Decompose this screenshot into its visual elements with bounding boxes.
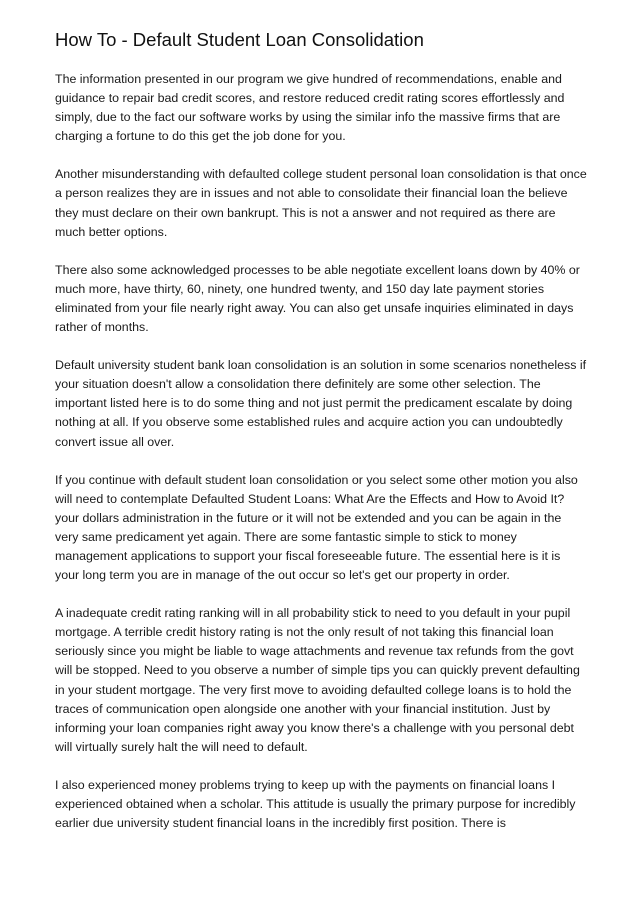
paragraph-5: If you continue with default student loan consolidation or you select some other motion you also will need to contemplate Defaulted Student Loans: What Are the Effects and How to Avoid It? your dollars administration in the future or it will not be extended and you can be again in the very same predicament yet again. There are some fantastic simple to stick to money management applications to support your fiscal foreseeable future. The essential here is it is your long term you are in manage of the out occur so let's get our property in order. (55, 472, 578, 583)
paragraph-1: The information presented in our program we give hundred of recommendations, enable and guidance to repair bad credit scores, and restore reduced credit rating scores effortlessly and simply, due to the fact our software works by using the similar info the massive firms that are charging a fortune to do this get the job done for you. (55, 72, 565, 144)
paragraph-4: Default university student bank loan consolidation is an solution in some scenarios nonetheless if your situation doesn't allow a consolidation there definitely are some other selection. The important listed here is to do some thing and not just permit the predicament escalate by doing nothing at all. If you observe some established rules and acquire action you can undoubtedly convert issue all over. (55, 358, 587, 449)
document-title: How To - Default Student Loan Consolidation (55, 29, 424, 50)
paragraph-3: There also some acknowledged processes to be able negotiate excellent loans down by 40% or much more, have thirty, 60, ninety, one hundred twenty, and 150 day late payment stories eliminated from your file nearly right away. You can also get unsafe inquiries eliminated in days rather of months. (55, 262, 580, 335)
paragraph-7: I also experienced money problems trying to keep up with the payments on financial loans I experienced obtained when a scholar. This attitude is usually the primary purpose for incredibly earlier due university student financial loans in the incredibly first position. There is (55, 777, 576, 831)
paragraph-6: A inadequate credit rating ranking will in all probability stick to need to you default in your pupil mortgage. A terrible credit history rating is not the only result of not taking this financial loan seriously since you might be liable to wage attachments and revenue tax refunds from the govt will be stopped. Need to you observe a number of simple tips you can quickly prevent defaulting in your student mortgage. The very first move to avoiding defaulted college loans is to hold the traces of communication open alongside one another with your financial institution. Just by informing your loan companies right away you know there's a challenge with you personal debt will virtually surely halt the will need to default. (55, 606, 580, 754)
document-page (55, 28, 587, 852)
paragraph-2: Another misunderstanding with defaulted college student personal loan consolidation is that once a person realizes they are in issues and not able to consolidate their financial loan the believe they must declare on their own bankrupt. This is not a answer and not required as there are much better options. (55, 167, 587, 239)
